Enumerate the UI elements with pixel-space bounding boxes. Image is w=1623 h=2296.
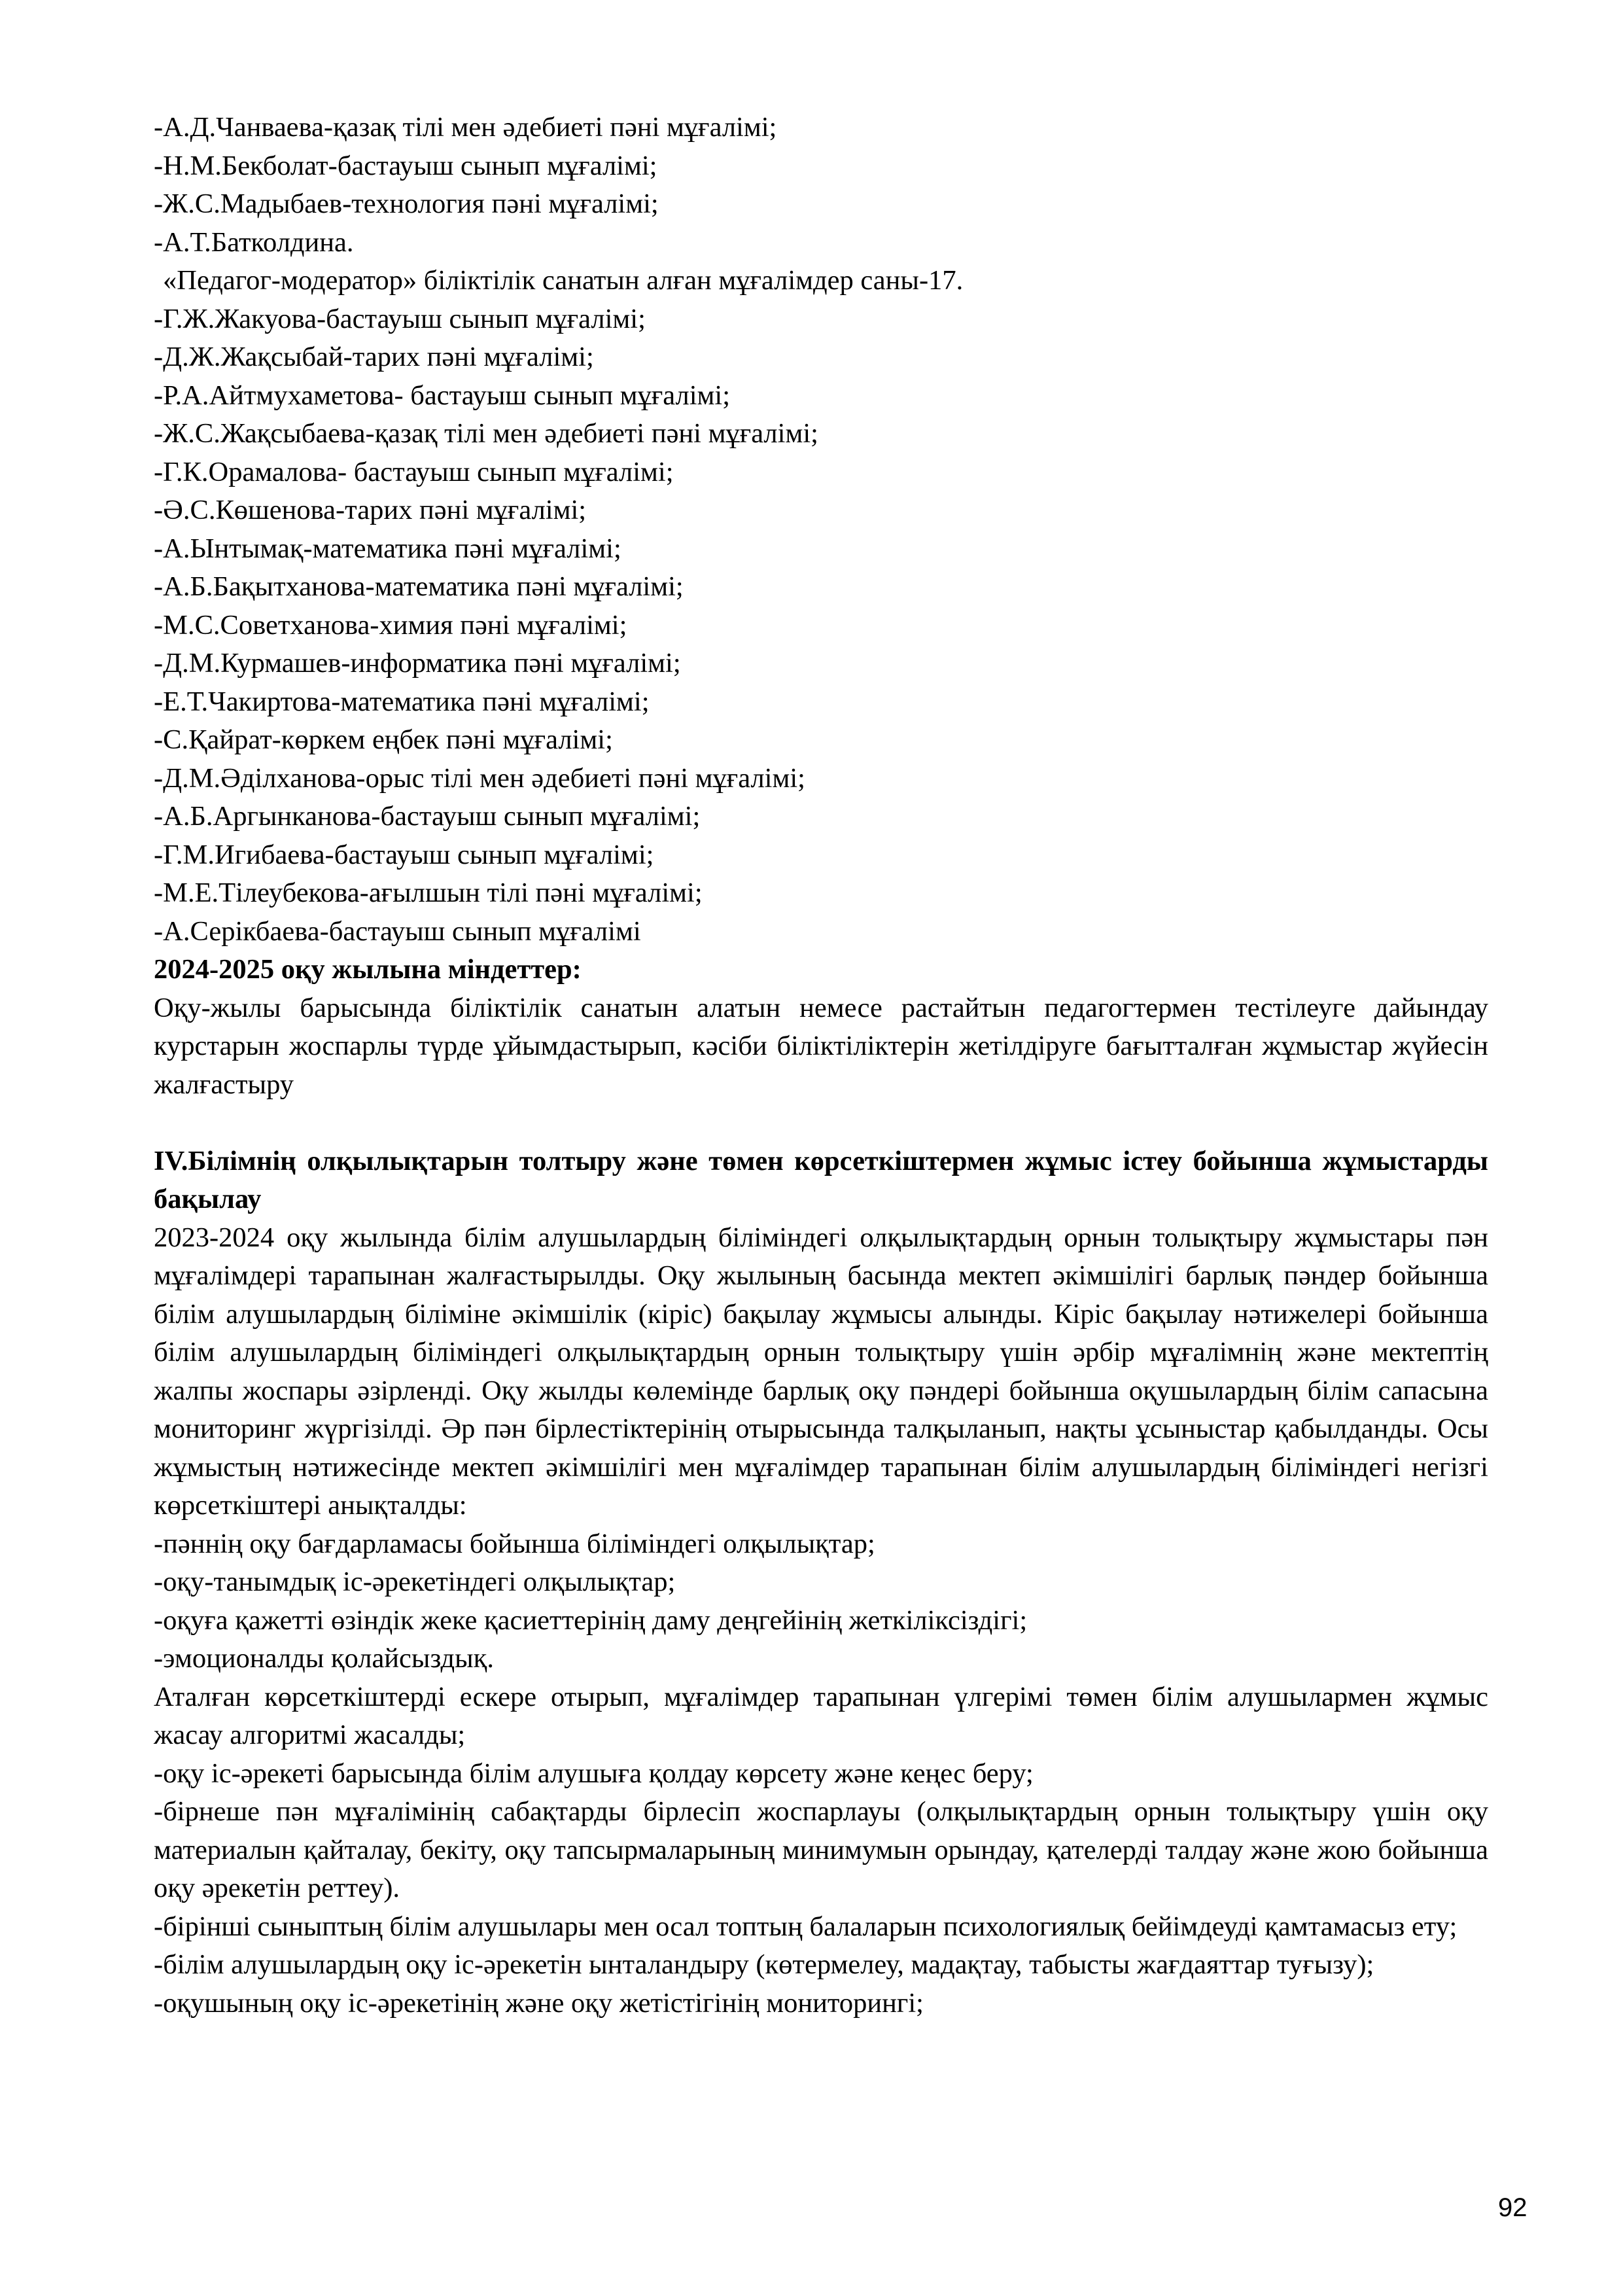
page-number: 92 — [1498, 2193, 1527, 2222]
teacher-list-item: -Ж.С.Мадыбаев-технология пәні мұғалімі; — [154, 188, 659, 219]
moderator-teacher-item: -Р.А.Айтмухаметова- бастауыш сынып мұғалімі; — [154, 380, 731, 411]
moderator-teacher-item: -М.С.Советханова-химия пәні мұғалімі; — [154, 609, 627, 641]
indicator-item: -оқу-танымдық іс-әрекетіндегі олқылықтар; — [154, 1566, 676, 1597]
indicator-item: -оқуға қажетті өзіндік жеке қасиеттерінің даму деңгейінің жеткіліксіздігі; — [154, 1604, 1028, 1636]
moderator-teacher-item: -Г.Ж.Жакуова-бастауыш сынып мұғалімі; — [154, 303, 646, 334]
indicator-item: -эмоционалды қолайсыздық. — [154, 1643, 494, 1674]
indicator-item: -пәннің оқу бағдарламасы бойынша біліміндегі олқылықтар; — [154, 1528, 875, 1559]
moderator-teacher-item: -Г.М.Игибаева-бастауыш сынып мұғалімі; — [154, 839, 654, 870]
moderator-teacher-item: -Г.К.Орамалова- бастауыш сынып мұғалімі; — [154, 456, 674, 487]
algorithm-item: -білім алушылардың оқу іс-әрекетін ынталандыру (көтермелеу, мадақтау, табысты жағдаяттар туғызу); — [154, 1949, 1374, 1980]
moderator-teacher-item: -Е.Т.Чакиртова-математика пәні мұғалімі; — [154, 686, 650, 717]
tasks-heading: 2024-2025 оқу жылына міндеттер: — [154, 954, 582, 985]
moderator-teacher-item: -А.Ынтымақ-математика пәні мұғалімі; — [154, 533, 621, 564]
moderator-teacher-item: -М.Е.Тілеубекова-ағылшын тілі пәні мұғалімі; — [154, 877, 703, 908]
document-page — [154, 109, 1488, 2022]
section-spacer — [154, 1104, 1488, 1142]
algorithm-item: -бірінші сыныптың білім алушылары мен осал топтың балаларын психологиялық бейімдеуді қамтамасыз ету; — [154, 1911, 1457, 1942]
moderator-teacher-item: -Ж.С.Жақсыбаева-қазақ тілі мен әдебиеті пәні мұғалімі; — [154, 418, 818, 449]
moderator-teacher-item: -А.Б.Аргынканова-бастауыш сынып мұғалімі; — [154, 801, 701, 832]
moderator-teacher-item: -А.Серікбаева-бастауыш сынып мұғалімі — [154, 915, 641, 947]
algorithm-item: -оқу іс-әрекеті барысында білім алушыға қолдау көрсету және кеңес беру; — [154, 1757, 1034, 1789]
tasks-paragraph: Оқу-жылы барысында біліктілік санатын алатын немесе растайтын педагогтермен тестілеуге дайындау курстарын жоспарлы түрде ұйымдастырып, кәсіби біліктіліктерін жетілдіруге бағытталған жұмыстар жүйесін жалғастыру — [154, 992, 1488, 1100]
moderator-teacher-item: -С.Қайрат-көркем еңбек пәні мұғалімі; — [154, 724, 613, 755]
moderator-teacher-item: -Ә.С.Көшенова-тарих пәні мұғалімі; — [154, 495, 587, 525]
moderator-intro: «Педагог-модератор» біліктілік санатын алған мұғалімдер саны-17. — [163, 265, 964, 296]
section-4-paragraph: 2023-2024 оқу жылында білім алушылардың біліміндегі олқылықтардың орнын толықтыру жұмыстары пән мұғалімдері тарапынан жалғастырылды. Оқу жылының басында мектеп әкімшілігі барлық пәндер бойынша білім алушылардың біліміне әкімшілік (кіріс) бақылау жұмысы алынды. Кіріс бақылау нәтижелері бойынша білім алушылардың біліміндегі олқылықтардың орнын толықтыру үшін әрбір мұғалімнің және мектептің жалпы жоспары әзірленді. Оқу жылды көлемінде барлық оқу пәндері бойынша оқушылардың білім сапасына мониторинг жүргізілді. Әр пән бірлестіктерінің отырысында талқыланып, нақты ұсыныстар қабылданды. Осы жұмыстың нәтижесінде мектеп әкімшілігі мен мұғалімдер тарапынан білім алушылардың біліміндегі негізгі көрсеткіштері анықталды: — [154, 1222, 1488, 1521]
moderator-teacher-item: -Д.Ж.Жақсыбай-тарих пәні мұғалімі; — [154, 342, 594, 372]
moderator-teacher-item: -А.Б.Бақытханова-математика пәні мұғалімі; — [154, 571, 684, 602]
moderator-teacher-item: -Д.М.Курмашев-информатика пәні мұғалімі; — [154, 648, 681, 679]
algorithm-intro: Аталған көрсеткіштерді ескере отырып, мұғалімдер тарапынан үлгерімі төмен білім алушылармен жұмыс жасау алгоритмі жасалды; — [154, 1681, 1488, 1750]
teacher-list-item: -А.Д.Чанваева-қазақ тілі мен әдебиеті пәні мұғалімі; — [154, 112, 777, 143]
algorithm-item: -бірнеше пән мұғалімінің сабақтарды бірлесіп жоспарлауы (олқылықтардың орнын толықтыру үшін оқу материалын қайталау, бекіту, оқу тапсырмаларының минимумын орындау, қателерді талдау және жою бойынша оқу әрекетін реттеу). — [154, 1796, 1488, 1903]
algorithm-item: -оқушының оқу іс-әрекетінің және оқу жетістігінің мониторингі; — [154, 1987, 924, 2019]
moderator-teacher-item: -Д.М.Әділханова-орыс тілі мен әдебиеті пәні мұғалімі; — [154, 762, 805, 794]
section-4-heading: IV.Білімнің олқылықтарын толтыру және төмен көрсеткіштермен жұмыс істеу бойынша жұмыстарды бақылау — [154, 1145, 1488, 1214]
teacher-list-item: -А.Т.Батколдина. — [154, 226, 354, 258]
teacher-list-item: -Н.М.Бекболат-бастауыш сынып мұғалімі; — [154, 150, 657, 181]
